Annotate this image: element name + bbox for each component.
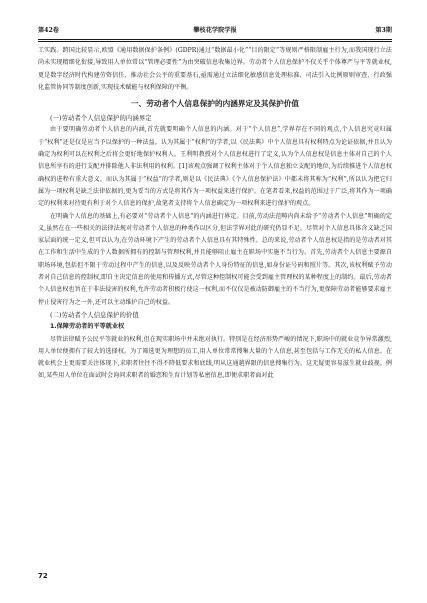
paragraph: 工实践。跨国比较显示,欧盟《通用数据保护条例》(GDPR)通过“数据最小化”“目的限定”等规则严格限制雇主行为,而我国现行立法尚未实现精细化衔接,导致用人单位常以“管理必要性”为由突破信息收集边界。劳动者个人信息保护不仅关乎个体尊严与平等就业权,更是数字经济时代构建劳资信任、推动社会公平的重要基石,亟需通过立法细化敏感信息处理标准、司法引入比例原则审查、行政强化监管协同等制度创新,实现技术赋能与权利保障的平衡。 (38, 47, 392, 91)
subsection-heading: (二)劳动者个人信息保护的价值 (50, 310, 139, 319)
running-header (38, 26, 392, 36)
page-number: 72 (38, 572, 48, 580)
article-body (38, 45, 392, 383)
paragraph: 在明确个人信息的基础上,有必要对“劳动者个人信息”的内涵进行界定。目前,劳动法范畴内尚未给予“劳动者个人信息”明确的定义,虽然在在一些相关的法律法规对劳动者个人信息的种类作以区分,但法学界对此的研究仍显不足。尽管对个人信息具体含义缺乏国家层面的统一定义,但可以认为,在劳动环境下产生的劳动者个人信息具有其特殊性。总的来说,劳动者个人信息权是指的是劳动者对其在工作和生活中生成的个人数据所拥有的控制与管理权利,并且能够阻止雇主在职场中实施不当行为。首先,劳动者个人信息主要源自职场环境,包括但不限于劳动过程中产生的信息,以及反映劳动者个人身份特征的信息,如身份证号码和照片等。其次,该权利赋予劳动者对自己信息的控制权,即自主决定信息的使用和传播方式,尽管这种控制权可能会受到雇主管理权的某种程度上的制约。最后,劳动者个人信息权也旨在于非法侵害的权利,允许劳动者积极行使这一权利,而不仅仅是被动防御雇主的不当行为,更保障劳动者能够要求雇主停止侵害行为之一外,还可以主动维护自己的权益。 (38, 212, 392, 306)
paragraph: 由于要明确劳动者个人信息的内涵,首先就要明确个人信息的内涵。对于“个人信息”,学界存在不同的观点,个人信息究竟归属于“权利”还是仅是应当予以保护的一种法益。认为其属于“权利”的学者,以《民法典》中个人信息具有权利特点为论证依据,并且认为确定为权利可以在权利之后将会更好地保护权利人。王利明教授对个人信息权进行了定义,认为个人信息权是信息主体对自己的个人信息所享有的进行支配并排除他人非法利用的权利。[1]该观点强调了权利主体对于个人信息独立支配的地位,为后续推进个人信息权确权的进程有重大意义。而认为其属于“权益”的学者,则是以《民法典》《个人信息保护法》中都未将其称为“权利”,所以认为把它归属为一项权利是缺乏法律依据的,更为妥当的方式是将其作为一项权益来进行保护。在笔者看来,权益的范围过于广泛,将其作为一项确定的权利来对待更有利于对个人信息的保护,故笔者支持将个人信息确定为一项权利来进行保护的观点。 (38, 126, 392, 208)
paragraph: 尽管法律赋予公民平等就业的权利,但在现实职场中并未绝对执行。特别是在经济形势严峻的情况下,职场中的就业竞争异常激烈,用人单位便拥有了较大的选择权。为了筛选更为理想的员工,用人单位常常搜集大量的个人信息,甚至包括与工作无关的私人信息。在就业机会上更需要关注体现下,求职者往往不得不降低要求和底线,明从这通越界限的信息搜集行为。这无疑更容易滋生就业歧视。例如,某些用人单位在面试时会询问求职者的婚恋和生育计划等私密信息,即便求职者面对此 (38, 335, 392, 380)
volume-label: 第42卷 (38, 27, 59, 34)
subsection-heading: (一)劳动者个人信息保护的内涵界定 (50, 114, 152, 123)
issue-label: 第3期 (375, 27, 392, 34)
section-heading: 一、劳动者个人信息保护的内涵界定及其保护价值 (130, 99, 300, 109)
journal-title: 攀枝花学院学报 (193, 27, 237, 34)
header-rule-thick (38, 39, 392, 40)
header-rule-thin (38, 41, 392, 42)
subsubsection-heading: 1.保障劳动者的平等就业权 (50, 323, 125, 331)
